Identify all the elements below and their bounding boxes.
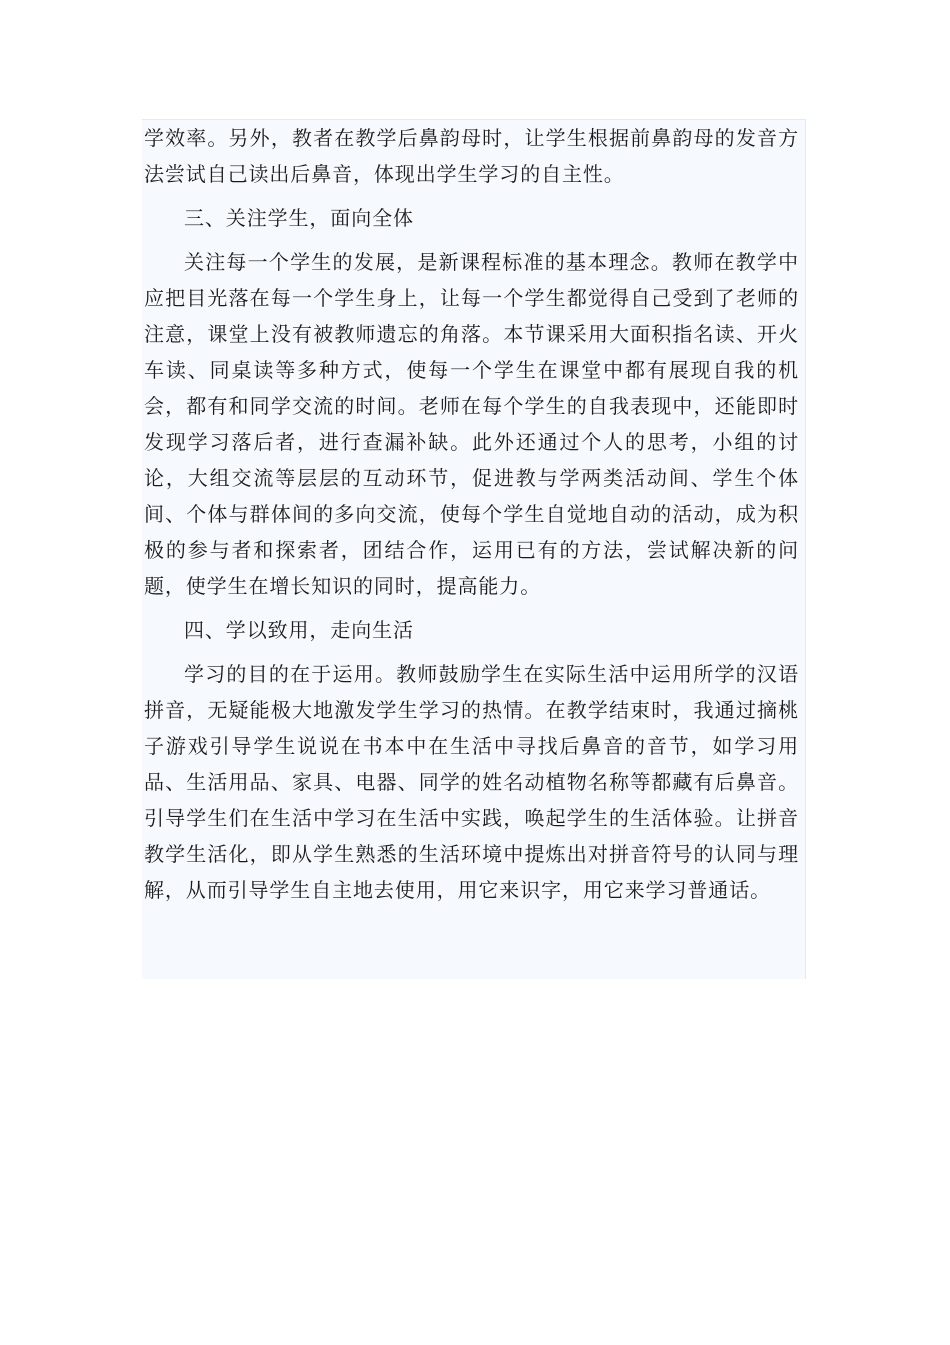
document-text-block [142,119,806,979]
paragraph-body: 学习的目的在于运用。教师鼓励学生在实际生活中运用所学的汉语拼音，无疑能极大地激发学生学习的热情。在教学结束时，我通过摘桃子游戏引导学生说说在书本中在生活中寻找后鼻音的音节，如学习用品、生活用品、家具、电器、同学的姓名动植物名称等都藏有后鼻音。引导学生们在生活中学习在生活中实践，唤起学生的生活体验。让拼音教学生活化，即从学生熟悉的生活环境中提炼出对拼音符号的认同与理解，从而引导学生自主地去使用，用它来识字，用它来学习普通话。 [144,662,799,902]
section-heading-three: 三、关注学生，面向全体 [184,206,414,230]
paragraph-continuation: 学效率。另外，教者在教学后鼻韵母时，让学生根据前鼻韵母的发音方法尝试自己读出后鼻音，体现出学生学习的自主性。 [144,126,799,186]
paragraph-body: 关注每一个学生的发展，是新课程标准的基本理念。教师在教学中应把目光落在每一个学生身上，让每一个学生都觉得自己受到了老师的注意，课堂上没有被教师遗忘的角落。本节课采用大面积指名读、开火车读、同桌读等多种方式，使每一个学生在课堂中都有展现自我的机会，都有和同学交流的时间。老师在每个学生的自我表现中，还能即时发现学习落后者，进行查漏补缺。此外还通过个人的思考，小组的讨论，大组交流等层层的互动环节，促进教与学两类活动间、学生个体间、个体与群体间的多向交流，使每个学生自觉地自动的活动，成为积极的参与者和探索者，团结合作，运用已有的方法，尝试解决新的问题，使学生在增长知识的同时，提高能力。 [144,250,799,598]
section-heading-four: 四、学以致用，走向生活 [184,618,414,642]
